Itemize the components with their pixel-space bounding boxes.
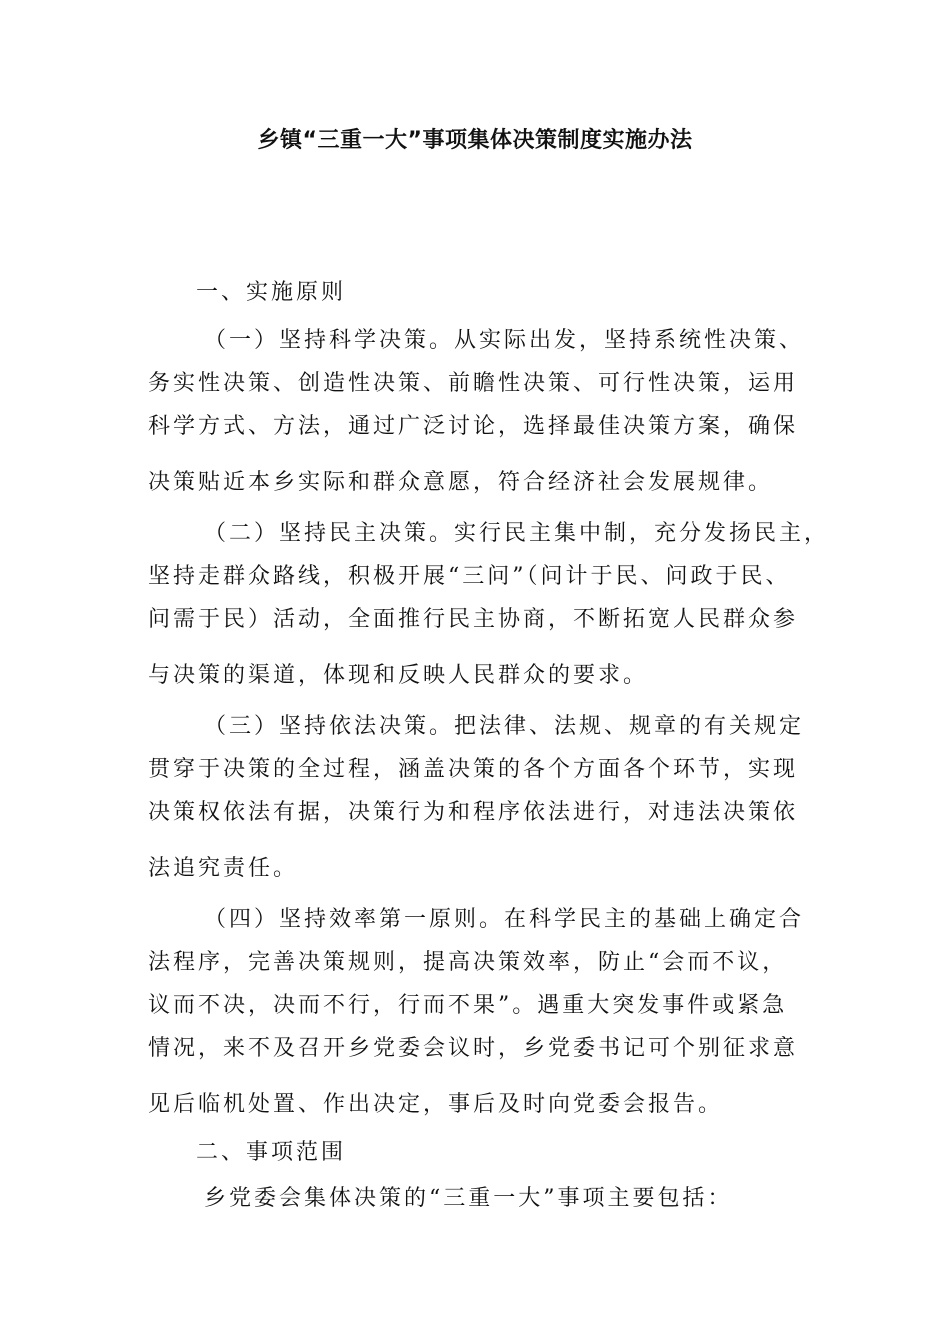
paragraph-line: 情况，来不及召开乡党委会议时，乡党委书记可个别征求意	[148, 1036, 799, 1061]
paragraph-line: （三）坚持依法决策。把法律、法规、规章的有关规定	[204, 714, 805, 739]
section-heading-principles: 一、实施原则	[196, 280, 347, 305]
paragraph-line: 决策贴近本乡实际和群众意愿，符合经济社会发展规律。	[148, 470, 774, 495]
paragraph-line: 科学方式、方法，通过广泛讨论，选择最佳决策方案，确保	[148, 414, 799, 439]
section-heading-scope: 二、事项范围	[196, 1140, 347, 1165]
paragraph-line: （二）坚持民主决策。实行民主集中制，充分发扬民主，	[204, 521, 830, 546]
paragraph-line: 乡党委会集体决策的“三重一大”事项主要包括：	[204, 1186, 733, 1211]
paragraph-line: （一）坚持科学决策。从实际出发，坚持系统性决策、	[204, 328, 805, 353]
paragraph-line: 贯穿于决策的全过程，涵盖决策的各个方面各个环节，实现	[148, 757, 799, 782]
paragraph-line: 法追究责任。	[148, 856, 299, 881]
paragraph-line: 与决策的渠道，体现和反映人民群众的要求。	[148, 663, 649, 688]
paragraph-line: 坚持走群众路线，积极开展“三问”（问计于民、问政于民、	[148, 564, 791, 589]
paragraph-line: 务实性决策、创造性决策、前瞻性决策、可行性决策，运用	[148, 371, 799, 396]
paragraph-line: 议而不决，决而不行，行而不果”。遇重大突发事件或紧急	[148, 993, 788, 1018]
paragraph-line: （四）坚持效率第一原则。在科学民主的基础上确定合	[204, 907, 805, 932]
document-title: 乡镇“三重一大”事项集体决策制度实施办法	[257, 128, 693, 153]
paragraph-line: 问需于民）活动，全面推行民主协商，不断拓宽人民群众参	[148, 607, 799, 632]
paragraph-line: 法程序，完善决策规则，提高决策效率，防止“会而不议，	[148, 950, 788, 975]
paragraph-line: 决策权依法有据，决策行为和程序依法进行，对违法决策依	[148, 800, 799, 825]
paragraph-line: 见后临机处置、作出决定，事后及时向党委会报告。	[148, 1092, 724, 1117]
